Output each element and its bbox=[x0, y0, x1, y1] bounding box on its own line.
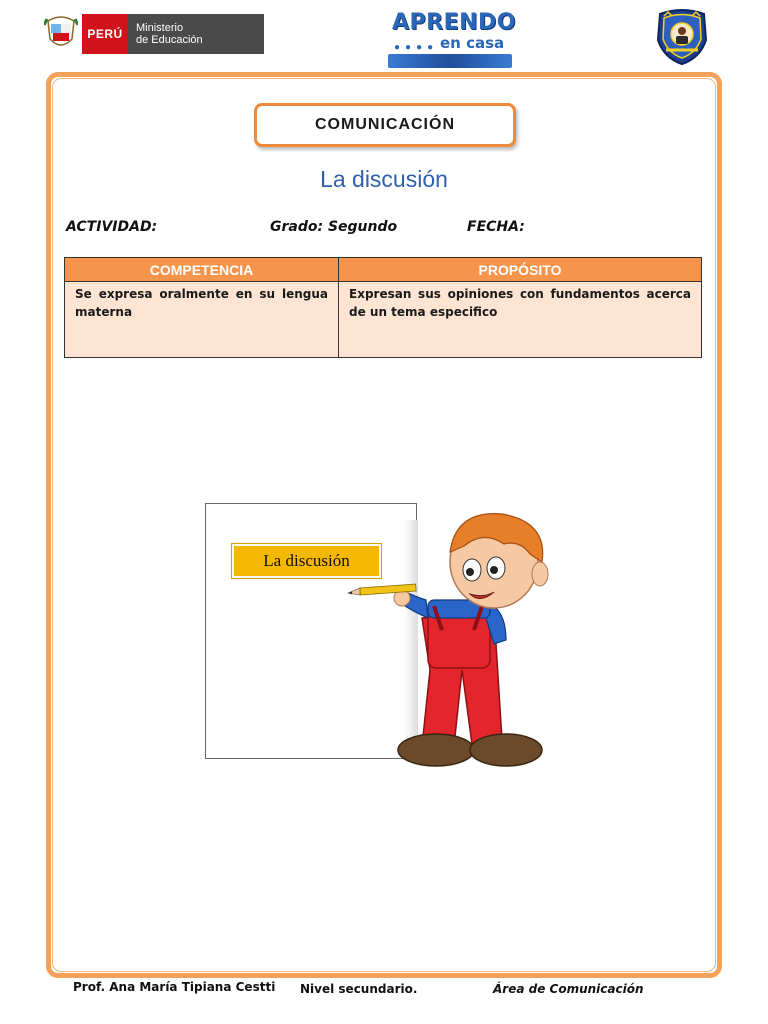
footer-area: Área de Comunicación bbox=[493, 982, 644, 996]
peru-coat-of-arms-icon bbox=[44, 15, 78, 53]
page-title: La discusión bbox=[320, 166, 448, 192]
grade-label: Grado: Segundo bbox=[270, 219, 398, 235]
table-header-proposito: PROPÓSITO bbox=[339, 258, 701, 282]
footer-level: Nivel secundario. bbox=[300, 982, 418, 996]
ministry-name bbox=[128, 14, 264, 54]
ministry-line-2: de Educación bbox=[136, 34, 203, 46]
ministry-line-1: Ministerio bbox=[136, 22, 184, 34]
table-cell-competencia: Se expresa oralmente en su lengua materna bbox=[65, 282, 339, 357]
activity-label: ACTIVIDAD: bbox=[66, 219, 158, 235]
table-header-competencia: COMPETENCIA bbox=[65, 258, 339, 282]
school-badge-icon bbox=[652, 6, 712, 66]
boy-with-pencil-illustration bbox=[344, 500, 564, 790]
aprendo-en-casa-logo bbox=[388, 10, 514, 70]
footer-teacher: Prof. Ana María Tipiana Cestti bbox=[73, 980, 276, 994]
logo-band bbox=[388, 54, 512, 68]
program-subtitle: en casa bbox=[440, 34, 505, 52]
peru-label: PERÚ bbox=[82, 14, 128, 54]
subject-heading: COMUNICACIÓN bbox=[254, 103, 516, 147]
table-cell-proposito: Expresan sus opiniones con fundamentos acerca de un tema especifico bbox=[339, 282, 701, 357]
dots-decoration: ●●●● bbox=[394, 42, 439, 53]
competency-table bbox=[64, 257, 702, 358]
board-label: La discusión bbox=[232, 544, 381, 578]
date-label: FECHA: bbox=[467, 219, 525, 235]
program-title: APRENDO bbox=[392, 10, 516, 35]
ministry-logo bbox=[82, 14, 264, 54]
